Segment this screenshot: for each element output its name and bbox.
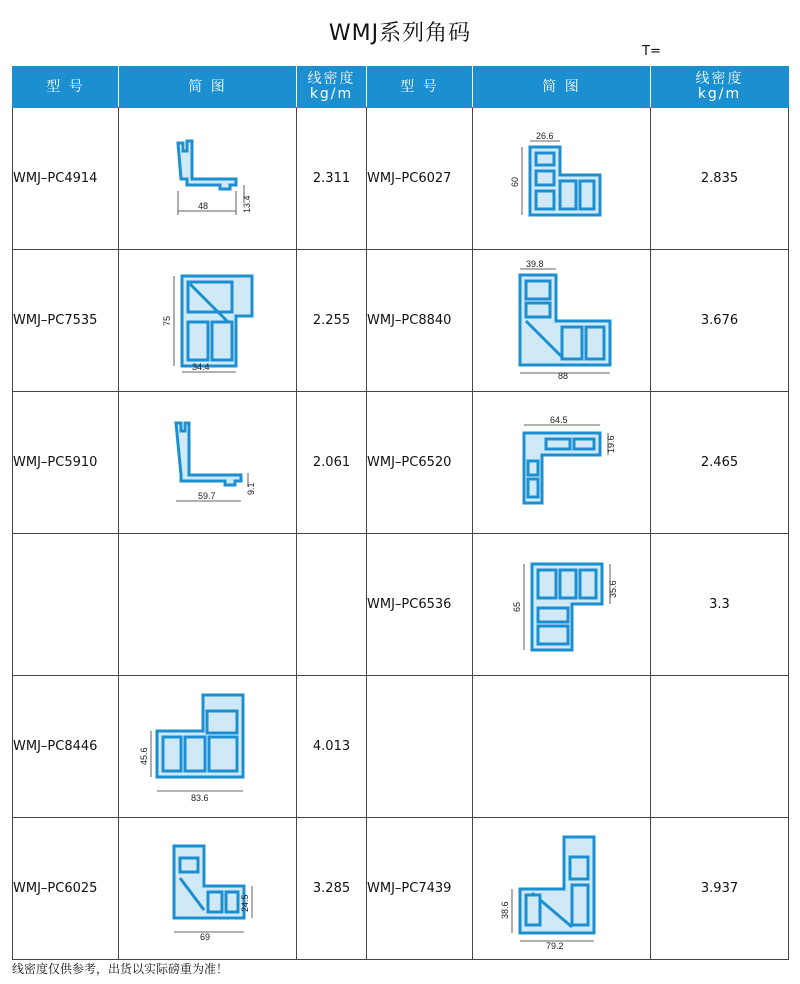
header-density-right [651,67,789,108]
profile-pc6520-drawing [502,413,622,513]
diagram-cell [473,676,651,818]
density-cell: 4.013 [297,676,367,818]
table-row [13,392,789,534]
t-label: T= [642,44,661,59]
page-title: WMJ系列角码 [328,21,472,46]
model-cell: WMJ–PC7535 [13,250,119,392]
dimension-label: 24.5 [239,893,250,912]
dimension-label: 13.4 [241,194,252,213]
profile-pc4914-drawing [148,129,268,229]
diagram-cell [119,250,297,392]
diagram-cell [473,818,651,960]
density-cell: 3.285 [297,818,367,960]
profile-pc7535-drawing [148,266,268,376]
table-row [13,108,789,250]
dimension-label: 26.6 [535,130,554,141]
density-cell: 2.255 [297,250,367,392]
model-cell: WMJ–PC6520 [367,392,473,534]
header-diagram-right: 简 图 [473,67,651,108]
model-cell: WMJ–PC4914 [13,108,119,250]
header-density-line2: kg/m [309,86,354,102]
header-density-line1: 线密度 [307,71,356,87]
diagram-cell [473,250,651,392]
density-cell: 3.3 [651,534,789,676]
dimension-label: 9.1 [245,481,256,495]
table-row [13,676,789,818]
density-cell: 2.835 [651,108,789,250]
dimension-label: 88 [557,370,568,381]
dimension-label: 65 [511,601,522,612]
profile-pc5910-drawing [148,413,268,513]
diagram-cell [473,108,651,250]
header-model-right: 型 号 [367,67,473,108]
model-cell: WMJ–PC7439 [367,818,473,960]
header-model-left: 型 号 [13,67,119,108]
dimension-label: 19.6 [605,434,616,453]
density-cell: 2.465 [651,392,789,534]
table-row [13,534,789,676]
density-cell: 3.676 [651,250,789,392]
profile-pc8446-drawing [138,687,273,807]
profile-pc6536-drawing [502,550,622,660]
dimension-label: 59.7 [197,490,216,501]
dimension-label: 83.6 [190,792,209,803]
model-cell: WMJ–PC6536 [367,534,473,676]
profile-pc8840-drawing [502,258,622,381]
header-density-line1: 线密度 [695,71,744,87]
diagram-cell [119,676,297,818]
profile-pc6025-drawing [148,834,268,944]
model-cell: WMJ–PC6025 [13,818,119,960]
header-row [13,67,789,108]
density-cell: 3.937 [651,818,789,960]
dimension-label: 45.6 [138,746,149,765]
model-cell: WMJ–PC5910 [13,392,119,534]
header-density-left [297,67,367,108]
diagram-cell [473,534,651,676]
dimension-label: 60 [509,176,520,187]
diagram-cell [119,818,297,960]
model-cell: WMJ–PC8446 [13,676,119,818]
header-diagram-left: 简 图 [119,67,297,108]
profile-pc7439-drawing [499,829,622,951]
model-cell [367,676,473,818]
dimension-label: 75 [161,315,172,326]
footnote: 线密度仅供参考，出货以实际磅重为准！ [12,962,229,976]
table-row [13,818,789,960]
table-row [13,250,789,392]
dimension-label: 38.6 [499,900,510,919]
diagram-cell [473,392,651,534]
dimension-label: 69 [199,931,210,942]
diagram-cell [119,534,297,676]
profile-pc6027-drawing [502,129,622,229]
dimension-label: 48 [197,200,208,211]
diagram-cell [119,108,297,250]
model-cell: WMJ–PC8840 [367,250,473,392]
spec-table [12,66,789,960]
density-cell: 2.061 [297,392,367,534]
model-cell [13,534,119,676]
dimension-label: 34.4 [191,361,210,372]
diagram-cell [119,392,297,534]
header-density-line2: kg/m [697,86,742,102]
dimension-label: 35.6 [607,579,618,598]
density-cell [651,676,789,818]
density-cell: 2.311 [297,108,367,250]
dimension-label: 64.5 [549,414,568,425]
dimension-label: 39.8 [525,258,544,269]
dimension-label: 79.2 [545,940,564,951]
model-cell: WMJ–PC6027 [367,108,473,250]
density-cell [297,534,367,676]
